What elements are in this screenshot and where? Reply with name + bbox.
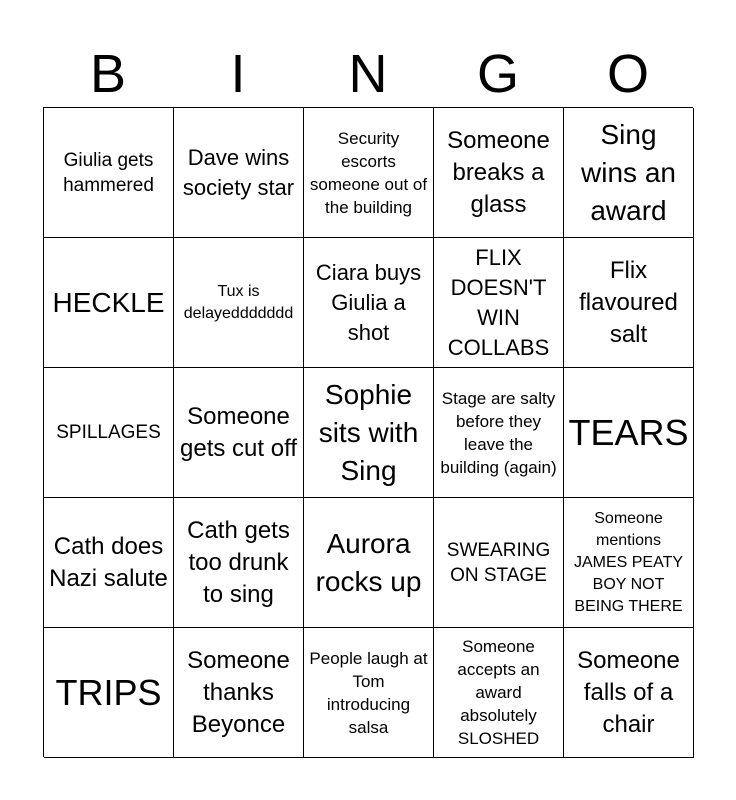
- cell-text: Stage are salty before they leave the building (again): [440, 388, 557, 477]
- cell-text: Cath does Nazi salute: [49, 532, 168, 592]
- bingo-grid: [43, 107, 693, 757]
- cell-text: Someone gets cut off: [180, 402, 297, 462]
- bingo-cell-r4-c5[interactable]: [564, 498, 694, 628]
- cell-text: Flix flavoured salt: [579, 256, 678, 348]
- bingo-cell-r5-c2[interactable]: [174, 628, 304, 758]
- cell-text: SWEARING ON STAGE: [446, 539, 551, 586]
- cell-text: Sophie sits with Sing: [318, 378, 419, 486]
- cell-text: People laugh at Tom introducing salsa: [309, 648, 428, 737]
- cell-text: TRIPS: [55, 671, 162, 713]
- cell-text: Someone breaks a glass: [447, 126, 550, 218]
- cell-text: Someone falls of a chair: [577, 646, 680, 738]
- bingo-cell-r1-c5[interactable]: [564, 108, 694, 238]
- cell-text: Someone accepts an award absolutely SLOSHED: [457, 637, 540, 748]
- header-letter-b: B: [89, 44, 127, 104]
- cell-text: Aurora rocks up: [315, 527, 422, 597]
- cell-text: Giulia gets hammered: [63, 149, 154, 196]
- header-letter-g: G: [476, 44, 519, 104]
- bingo-cell-r4-c1[interactable]: [44, 498, 174, 628]
- bingo-cell-r2-c4[interactable]: [434, 238, 564, 368]
- cell-text: FLIX DOESN'T WIN COLLABS: [447, 244, 550, 360]
- bingo-cell-r4-c4[interactable]: [434, 498, 564, 628]
- cell-text: Sing wins an award: [581, 118, 676, 226]
- bingo-cell-r4-c3[interactable]: [304, 498, 434, 628]
- bingo-cell-r5-c4[interactable]: [434, 628, 564, 758]
- bingo-cell-r2-c3[interactable]: [304, 238, 434, 368]
- cell-text: Security escorts someone out of the building: [309, 128, 428, 217]
- bingo-cell-r2-c2[interactable]: [174, 238, 304, 368]
- cell-text: Tux is delayeddddddd: [183, 282, 294, 322]
- bingo-cell-r3-c2[interactable]: [174, 368, 304, 498]
- bingo-cell-r1-c4[interactable]: [434, 108, 564, 238]
- bingo-cell-r3-c1[interactable]: [44, 368, 174, 498]
- bingo-cell-r2-c1[interactable]: [44, 238, 174, 368]
- bingo-cell-r4-c2[interactable]: [174, 498, 304, 628]
- cell-text: Ciara buys Giulia a shot: [315, 259, 422, 345]
- bingo-cell-r5-c1[interactable]: [44, 628, 174, 758]
- bingo-cell-r3-c3[interactable]: [304, 368, 434, 498]
- bingo-cell-r5-c5[interactable]: [564, 628, 694, 758]
- cell-text: Cath gets too drunk to sing: [187, 516, 290, 608]
- bingo-cell-r5-c3[interactable]: [304, 628, 434, 758]
- cell-text: SPILLAGES: [56, 422, 161, 443]
- bingo-cell-r1-c2[interactable]: [174, 108, 304, 238]
- cell-text: TEARS: [568, 411, 689, 453]
- header-letter-i: I: [230, 44, 246, 104]
- header-letter-o: O: [606, 44, 649, 104]
- header-letter-n: N: [348, 44, 388, 104]
- bingo-header: [43, 40, 693, 108]
- bingo-cell-r1-c3[interactable]: [304, 108, 434, 238]
- cell-text: HECKLE: [52, 286, 165, 318]
- bingo-cell-r3-c4[interactable]: [434, 368, 564, 498]
- cell-text: Someone thanks Beyonce: [187, 646, 290, 738]
- cell-text: Someone mentions JAMES PEATY BOY NOT BEING THERE: [573, 509, 684, 615]
- bingo-cell-r1-c1[interactable]: [44, 108, 174, 238]
- cell-text: Dave wins society star: [182, 144, 295, 200]
- bingo-cell-r3-c5[interactable]: [564, 368, 694, 498]
- bingo-cell-r2-c5[interactable]: [564, 238, 694, 368]
